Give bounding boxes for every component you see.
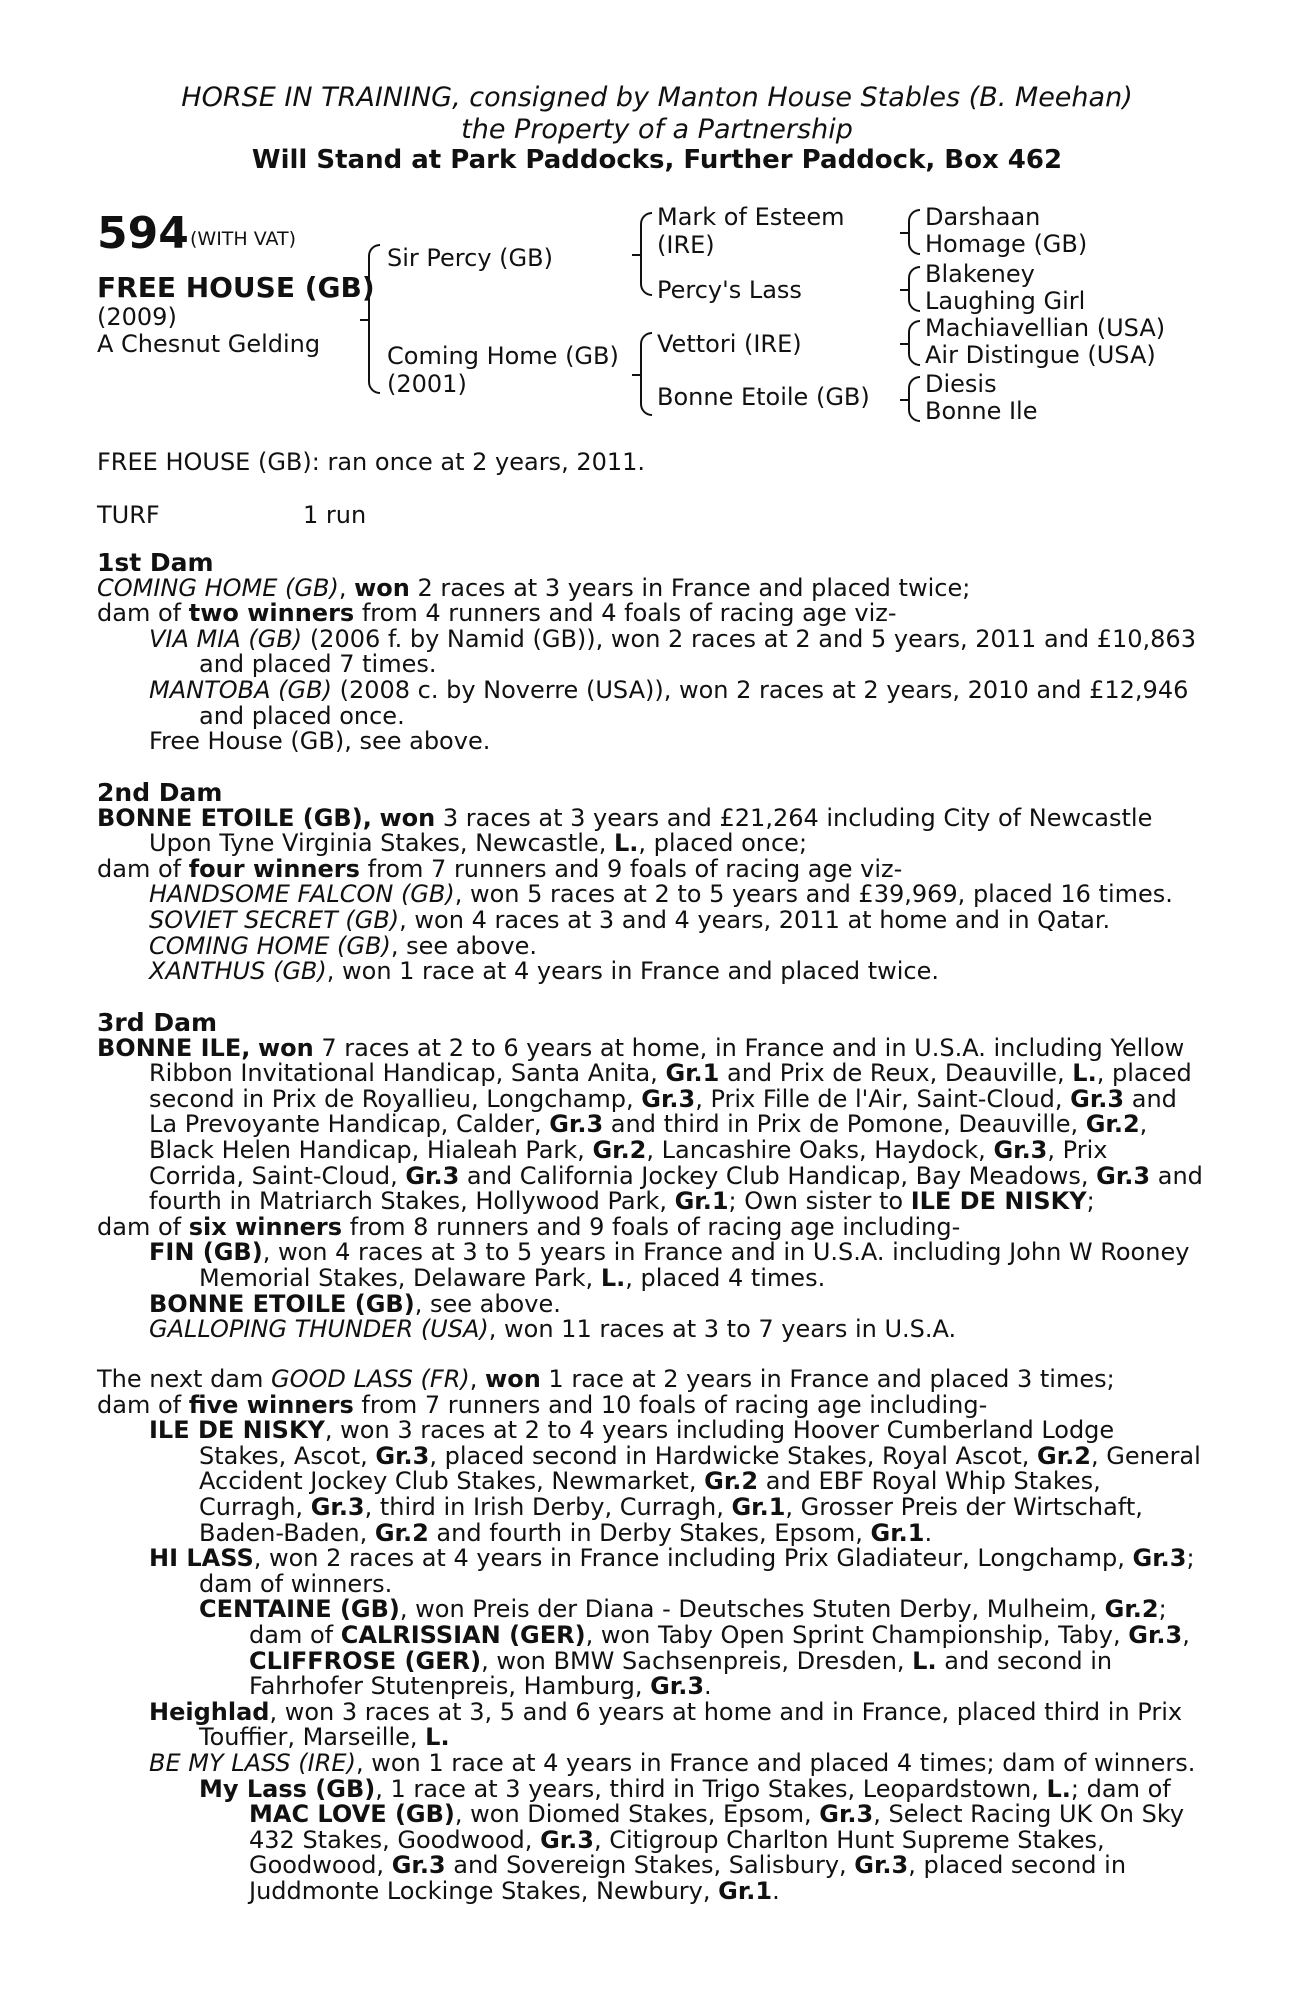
pedigree-sire-sire-country: (IRE)	[657, 231, 715, 259]
pedigree-ancestor: Machiavellian (USA)	[925, 314, 1166, 342]
dam-record: 3 races at 3 years and £21,264 including City of Newcastle Upon Tyne Virginia Stakes, Newcastle,	[149, 803, 1153, 858]
horse-year: (2009)	[97, 303, 177, 331]
produce-record: and Sovereign Stakes, Salisbury,	[453, 1851, 847, 1880]
produce-name: Heighlad	[149, 1697, 270, 1726]
produce-name: XANTHUS (GB)	[149, 957, 327, 986]
produce-name: CALRISSIAN (GER)	[340, 1620, 586, 1649]
foals-text: from 4 runners and 4 foals of racing age viz-	[361, 599, 897, 628]
dam-record: and fourth in Matriarch Stakes, Hollywood Park,	[149, 1161, 1203, 1216]
grade-label: Gr.1	[870, 1518, 925, 1547]
produce-record: , 1 race at 3 years, third in Trigo Stakes, Leopardstown,	[375, 1774, 1039, 1803]
horse-name: FREE HOUSE (GB)	[97, 271, 375, 304]
pedigree-ancestor: Air Distingue (USA)	[925, 341, 1156, 369]
dam-record: and Prix de Reux, Deauville,	[727, 1059, 1065, 1088]
produce-record: ; dam of	[249, 1595, 1167, 1649]
grade-label: L.	[613, 829, 639, 858]
produce-name: ILE DE NISKY	[149, 1416, 325, 1445]
race-summary: FREE HOUSE (GB): ran once at 2 years, 2011.	[97, 448, 646, 476]
pedigree-brace	[908, 320, 920, 366]
produce-name: VIA MIA (GB)	[149, 624, 303, 653]
produce-record: ; dam of winners.	[199, 1544, 1195, 1598]
dam-name: GOOD LASS (FR)	[271, 1365, 470, 1393]
won-label: won	[354, 573, 410, 602]
winners-count: six winners	[188, 1212, 343, 1241]
won-label: won	[379, 803, 436, 832]
produce-name: BE MY LASS (IRE)	[149, 1748, 356, 1777]
grade-label: Gr.3	[375, 1441, 430, 1470]
dam-name: BONNE ILE,	[97, 1033, 251, 1062]
grade-label: Gr.2	[1104, 1595, 1159, 1624]
produce-record: , won 3 races at 3, 5 and 6 years at home and in France, placed third in Prix Touffier, Marseille,	[199, 1697, 1183, 1752]
produce-record: , Citigroup Charlton Hunt Supreme Stakes, Goodwood,	[249, 1825, 1105, 1880]
produce-record: , placed second in Hardwicke Stakes, Royal Ascot,	[429, 1441, 1030, 1470]
dam-record: , Black Helen Handicap, Hialeah Park,	[149, 1110, 1148, 1164]
dam-record: and third in Prix de Pomone, Deauville,	[610, 1110, 1079, 1139]
dam-record: and California Jockey Club Handicap, Bay Meadows,	[466, 1161, 1089, 1190]
grade-label: Gr.3	[405, 1161, 460, 1190]
produce-name: BONNE ETOILE (GB)	[149, 1289, 415, 1318]
pedigree-ancestor: Laughing Girl	[925, 287, 1086, 315]
grade-label: Gr.2	[374, 1518, 429, 1547]
produce-record: , won 5 races at 2 to 5 years and £39,969, placed 16 times.	[454, 880, 1173, 909]
grade-label: Gr.1	[665, 1059, 720, 1088]
dam-record: 7 races at 2 to 6 years at home, in France and in U.S.A. including Yellow Ribbon Invitational Handicap, Santa Anita,	[149, 1033, 1185, 1088]
grade-label: L.	[912, 1646, 937, 1675]
produce-name: COMING HOME (GB)	[149, 931, 391, 960]
sister-name: ILE DE NISKY	[910, 1187, 1087, 1216]
pedigree-brace	[640, 332, 652, 416]
pedigree-brace	[908, 209, 920, 255]
winners-count: two winners	[188, 599, 355, 628]
produce-record: (2006 f. by Namid (GB)), won 2 races at 2 and 5 years, 2011 and £10,863 and placed 7 times.	[199, 624, 1196, 679]
pedigree-ancestor: Diesis	[925, 370, 997, 398]
produce-name: MANTOBA (GB)	[149, 675, 332, 704]
produce-record: and fourth in Derby Stakes, Epsom,	[436, 1518, 863, 1547]
produce-name: FIN (GB)	[149, 1238, 263, 1267]
pedigree-sire-dam: Percy's Lass	[657, 276, 802, 304]
produce-record: , won 1 race at 4 years in France and placed 4 times; dam of winners.	[355, 1748, 1196, 1777]
dam-name: BONNE ETOILE (GB),	[97, 803, 372, 832]
produce-record: , won 1 race at 4 years in France and placed twice.	[326, 957, 939, 986]
grade-label: Gr.3	[1128, 1620, 1183, 1649]
pedigree-brace	[908, 376, 920, 422]
second-dam-section	[97, 780, 1209, 985]
grade-label: Gr.1	[674, 1187, 729, 1216]
grade-label: Gr.1	[731, 1492, 786, 1521]
winners-count: four winners	[188, 854, 360, 883]
grade-label: Gr.2	[1037, 1441, 1091, 1470]
pedigree-ancestor: Homage (GB)	[925, 230, 1088, 258]
produce-record: , placed second in Juddmonte Lockinge Stakes, Newbury,	[249, 1851, 1127, 1905]
grade-label: Gr.3	[650, 1672, 705, 1701]
grade-label: L.	[1046, 1774, 1071, 1803]
header-line-2: the Property of a Partnership	[461, 114, 853, 145]
grade-label: Gr.3	[819, 1800, 874, 1829]
grade-label: Gr.1	[718, 1876, 773, 1905]
produce-record: , won Diomed Stakes, Epsom,	[454, 1800, 812, 1829]
pedigree-dam-sire: Vettori (IRE)	[657, 330, 802, 358]
produce-record: , won Taby Open Sprint Championship, Taby,	[585, 1620, 1121, 1649]
next-dam-section: The next dam GOOD LASS (FR), won 1 race at 2 years in France and placed 3 times; dam of five winners from 7 runners and 10 foals of racing age including- ILE DE NISKY, won 3 races at 2 to 4 years including Hoover Cumberland Lodge Stakes, Ascot, Gr.3, placed second in Hardwicke Stakes, Royal Ascot, Gr.2, General Accident Jockey Club Stakes, Newmarket, Gr.2 and EBF Royal Whip Stakes, Curragh, Gr.3, third in Irish Derby, Curragh, Gr.1, Grosser Preis der Wirtschaft, Baden-Baden, Gr.2 and fourth in Derby Stakes, Epsom, Gr.1. HI LASS, won 2 races at 4 years in France including Prix Gladiateur, Longchamp, Gr.3; dam of winners. CENTAINE (GB), won Preis der Diana - Deutsches Stuten Derby, Mulheim, Gr.2; dam of CALRISSIAN (GER), won Taby Open Sprint Championship, Taby, Gr.3, CLIFFROSE (GER), won BMW Sachsenpreis, Dresden, L. and second in Fahrhofer Stutenpreis, Hamburg, Gr.3. Heighlad, won 3 races at 3, 5 and 6 years at home and in France, placed third in Prix Touffier, Marseille, L. BE MY LASS (IRE), won 1 race at 4 years in France and placed 4 times; dam of winners. My Lass (GB), 1 race at 3 years, third in Trigo Stakes, Leopardstown, L.; dam of MAC LOVE (GB), won Diomed Stakes, Epsom, Gr.3, Select Racing UK On Sky 432 Stakes, Goodwood, Gr.3, Citigroup Charlton Hunt Supreme Stakes, Goodwood, Gr.3 and Sovereign Stakes, Salisbury, Gr.3, placed second in Juddmonte Lockinge Stakes, Newbury, Gr.1.	[97, 1365, 1201, 1905]
produce-record: , won 2 races at 4 years in France including Prix Gladiateur, Longchamp,	[253, 1544, 1125, 1573]
vat-label: (WITH VAT)	[190, 228, 297, 250]
produce-record: , see above.	[390, 931, 537, 960]
grade-label: Gr.3	[391, 1851, 446, 1880]
grade-label: L.	[1072, 1059, 1097, 1088]
grade-label: L.	[600, 1263, 626, 1292]
pedigree-sire-sire: Mark of Esteem	[657, 203, 845, 231]
grade-label: Gr.3	[540, 1825, 594, 1854]
produce-record: (2008 c. by Noverre (USA)), won 2 races at 2 years, 2010 and £12,946 and placed once.	[199, 675, 1189, 730]
produce-name: HANDSOME FALCON (GB)	[149, 880, 455, 909]
dam-record: 1 race at 2 years in France and placed 3 times;	[548, 1365, 1115, 1393]
produce-record: , Grosser Preis der Wirtschaft, Baden-Baden,	[199, 1492, 1143, 1547]
third-dam-section: 3rd Dam BONNE ILE, won 7 races at 2 to 6 years at home, in France and in U.S.A. including Yellow Ribbon Invitational Handicap, Santa Anita, Gr.1 and Prix de Reux, Deauville, L., placed second in Prix de Royallieu, Longchamp, Gr.3, Prix Fille de l'Air, Saint-Cloud, Gr.3 and La Prevoyante Handicap, Calder, Gr.3 and third in Prix de Pomone, Deauville, Gr.2, Black Helen Handicap, Hialeah Park, Gr.2, Lancashire Oaks, Haydock, Gr.3, Prix Corrida, Saint-Cloud, Gr.3 and California Jockey Club Handicap, Bay Meadows, Gr.3 and fourth in Matriarch Stakes, Hollywood Park, Gr.1; Own sister to ILE DE NISKY; dam of six winners from 8 runners and 9 foals of racing age including- FIN (GB), won 4 races at 3 to 5 years in France and in U.S.A. including John W Rooney Memorial Stakes, Delaware Park, L., placed 4 times. BONNE ETOILE (GB), see above. GALLOPING THUNDER (USA), won 11 races at 3 to 7 years in U.S.A.	[97, 1010, 1209, 1343]
produce-name: MAC LOVE (GB)	[249, 1800, 455, 1829]
produce-record: , placed 4 times.	[625, 1263, 826, 1292]
produce-name: CENTAINE (GB)	[199, 1595, 400, 1624]
produce-record: , won 4 races at 3 and 4 years, 2011 at home and in Qatar.	[399, 905, 1111, 934]
pedigree-dam-year: (2001)	[387, 370, 467, 398]
produce-record: and EBF Royal Whip Stakes, Curragh,	[199, 1467, 1101, 1521]
won-label: won	[485, 1365, 541, 1393]
dam-of-label: dam of	[97, 1212, 182, 1241]
dam-record: , Prix Corrida, Saint-Cloud,	[149, 1135, 1108, 1190]
dam-record: 2 races at 3 years in France and placed twice;	[417, 573, 971, 602]
pedigree-dam-dam: Bonne Etoile (GB)	[657, 383, 870, 411]
produce-record: , won BMW Sachsenpreis, Dresden,	[481, 1646, 905, 1675]
grade-label: Gr.3	[310, 1492, 365, 1521]
grade-label: Gr.3	[1070, 1084, 1125, 1113]
pedigree-ancestor: Bonne Ile	[925, 397, 1038, 425]
produce-record: , Select Racing UK On Sky 432 Stakes, Goodwood,	[249, 1800, 1185, 1854]
pedigree-brace	[368, 244, 380, 394]
grade-label: Gr.3	[1096, 1161, 1151, 1190]
grade-label: Gr.3	[549, 1110, 604, 1139]
dam-record: , Lancashire Oaks, Haydock,	[646, 1135, 986, 1164]
pedigree-dam-name: Coming Home (GB)	[387, 342, 619, 370]
produce-record: Free House (GB), see above.	[149, 727, 491, 756]
pedigree-brace	[908, 266, 920, 312]
dam-record: , placed once;	[638, 829, 808, 858]
dam-record: , placed second in Prix de Royallieu, Longchamp,	[149, 1059, 1192, 1113]
turf-label: TURF	[97, 501, 160, 529]
turf-value: 1 run	[303, 501, 367, 529]
dam-record: and La Prevoyante Handicap, Calder,	[149, 1084, 1177, 1139]
produce-name: GALLOPING THUNDER (USA)	[149, 1315, 489, 1344]
produce-record: , General Accident Jockey Club Stakes, Newmarket,	[199, 1441, 1201, 1496]
foals-text: from 7 runners and 10 foals of racing age including-	[361, 1390, 988, 1419]
section-title: 1st Dam	[97, 548, 214, 577]
header-line-1: HORSE IN TRAINING, consigned by Manton House Stables (B. Meehan)	[181, 82, 1133, 113]
produce-record: , see above.	[414, 1289, 561, 1318]
produce-record: , won 3 races at 2 to 4 years including Hoover Cumberland Lodge Stakes, Ascot,	[199, 1416, 1115, 1470]
pedigree-brace	[640, 212, 652, 296]
produce-name: My Lass (GB)	[199, 1774, 376, 1803]
foals-text: from 7 runners and 9 foals of racing age viz-	[367, 854, 903, 883]
produce-name: HI LASS	[149, 1544, 254, 1573]
won-label: won	[258, 1033, 314, 1062]
next-dam-label: The next dam	[97, 1365, 264, 1393]
dam-name: COMING HOME (GB)	[97, 573, 339, 602]
dam-of-label: dam of	[97, 1390, 182, 1419]
header-line-3: Will Stand at Park Paddocks, Further Paddock, Box 462	[251, 145, 1063, 175]
grade-label: Gr.3	[641, 1084, 696, 1113]
produce-record: , won 4 races at 3 to 5 years in France and in U.S.A. including John W Rooney Memorial Stakes, Delaware Park,	[199, 1238, 1190, 1292]
produce-record: and second in Fahrhofer Stutenpreis, Hamburg,	[249, 1646, 1113, 1701]
dam-of-label: dam of	[97, 599, 182, 628]
produce-name: CLIFFROSE (GER)	[249, 1646, 482, 1675]
dam-of-label: dam of	[97, 854, 182, 883]
foals-text: from 8 runners and 9 foals of racing age including-	[349, 1212, 961, 1241]
grade-label: L.	[425, 1723, 450, 1752]
grade-label: Gr.2	[592, 1135, 647, 1164]
horse-description: A Chesnut Gelding	[97, 330, 321, 358]
winners-count: five winners	[188, 1390, 354, 1419]
pedigree-ancestor: Blakeney	[925, 260, 1035, 288]
produce-record: , won 11 races at 3 to 7 years in U.S.A.	[488, 1315, 957, 1344]
produce-name: SOVIET SECRET (GB)	[149, 905, 400, 934]
lot-number: 594	[97, 208, 189, 259]
grade-label: Gr.2	[1085, 1110, 1140, 1139]
pedigree-sire: Sir Percy (GB)	[387, 244, 553, 272]
grade-label: Gr.3	[993, 1135, 1048, 1164]
pedigree-ancestor: Darshaan	[925, 203, 1041, 231]
grade-label: Gr.3	[854, 1851, 909, 1880]
produce-record: ; dam of	[1070, 1774, 1171, 1803]
produce-record: , third in Irish Derby, Curragh,	[364, 1492, 724, 1521]
section-title: 2nd Dam	[97, 778, 223, 807]
section-title: 3rd Dam	[97, 1008, 217, 1037]
grade-label: Gr.2	[704, 1467, 759, 1496]
dam-record: ; Own sister to	[728, 1187, 904, 1216]
dam-record: , Prix Fille de l'Air, Saint-Cloud,	[695, 1084, 1063, 1113]
produce-record: , won Preis der Diana - Deutsches Stuten Derby, Mulheim,	[399, 1595, 1098, 1624]
grade-label: Gr.3	[1132, 1544, 1187, 1573]
first-dam-section: 1st Dam COMING HOME (GB), won 2 races at 3 years in France and placed twice; dam of two winners from 4 runners and 4 foals of racing age viz- VIA MIA (GB) (2006 f. by Namid (GB)), won 2 races at 2 and 5 years, 2011 and £10,863 and placed 7 times. MANTOBA (GB) (2008 c. by Noverre (USA)), won 2 races at 2 years, 2010 and £12,946 and placed once. Free House (GB), see above.	[97, 550, 1209, 755]
